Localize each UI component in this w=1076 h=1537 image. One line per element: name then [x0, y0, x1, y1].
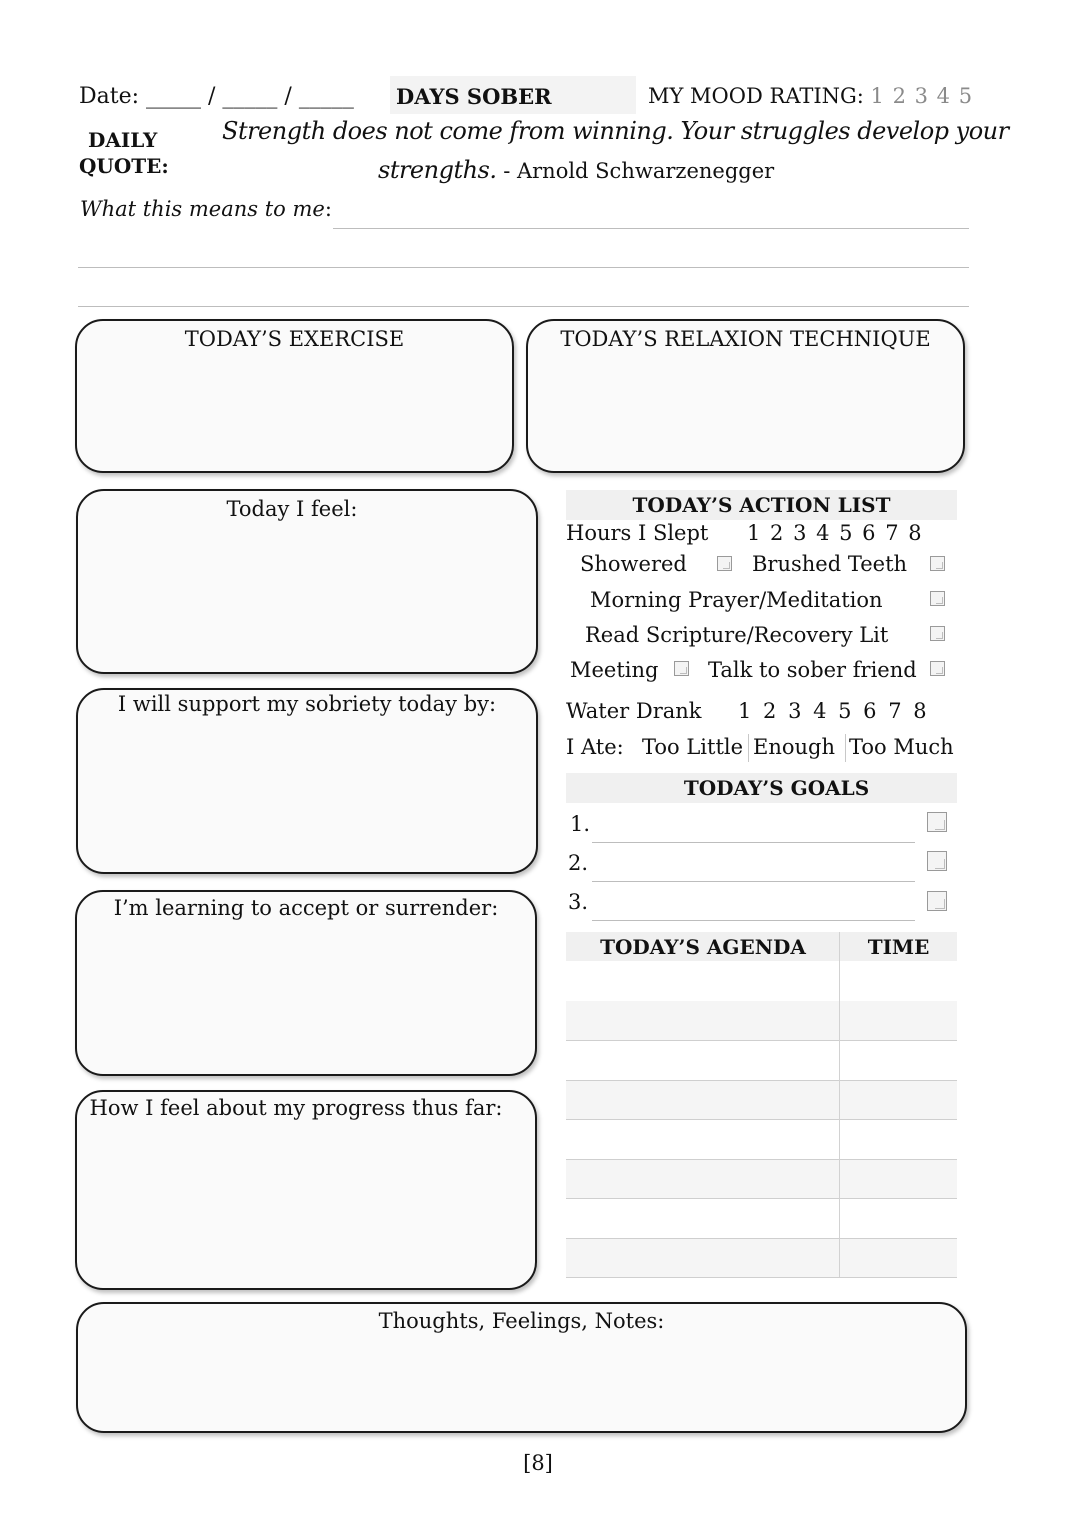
support-box[interactable] [76, 688, 538, 874]
meaning-label: What this means to me: [80, 197, 332, 221]
agenda-time-title: TIME [867, 935, 930, 959]
agenda-row[interactable] [566, 1199, 957, 1239]
meaning-line-3[interactable] [78, 306, 969, 307]
agenda-title: TODAY’S AGENDA [600, 935, 806, 959]
quote-label: QUOTE: [79, 154, 169, 178]
action-list-title: TODAY’S ACTION LIST [632, 493, 891, 517]
agenda-row[interactable] [566, 1001, 957, 1041]
progress-title: How I feel about my progress thus far: [89, 1096, 503, 1120]
hours-slept-label: Hours I Slept [566, 521, 709, 545]
date-label: Date: _____ / _____ / _____ [79, 84, 354, 109]
goal-2-line[interactable] [592, 881, 915, 882]
meaning-line-2[interactable] [78, 267, 969, 268]
progress-box[interactable] [75, 1090, 537, 1290]
goals-title: TODAY’S GOALS [683, 776, 870, 800]
ate-label: I Ate: [566, 735, 624, 759]
agenda-row[interactable] [566, 1120, 957, 1160]
mood-rating-label: MY MOOD RATING: 1 2 3 4 5 [648, 84, 974, 108]
agenda-row[interactable] [566, 961, 957, 1002]
ate-too-little[interactable]: Too Little [642, 735, 744, 759]
days-sober-label: DAYS SOBER [396, 84, 552, 109]
ate-divider-2 [845, 734, 846, 762]
meaning-line-1[interactable] [333, 228, 969, 229]
agenda-row[interactable] [566, 1239, 957, 1278]
goal-3-line[interactable] [592, 920, 915, 921]
talk-friend-label: Talk to sober friend [708, 658, 917, 682]
water-drank-label: Water Drank [566, 699, 702, 723]
showered-label: Showered [580, 552, 687, 576]
brushed-teeth-label: Brushed Teeth [752, 552, 908, 576]
goal-1-number: 1. [570, 812, 591, 836]
mood-scale: 1 2 3 4 5 [870, 84, 974, 108]
support-title: I will support my sobriety today by: [117, 692, 497, 716]
prayer-checkbox[interactable] [930, 591, 945, 606]
agenda-row[interactable] [566, 1160, 957, 1199]
daily-label: DAILY [88, 128, 158, 152]
quote-text-line2-part: strengths. [378, 156, 497, 184]
feel-title: Today I feel: [226, 497, 358, 521]
exercise-box[interactable] [75, 319, 514, 473]
scripture-label: Read Scripture/Recovery Lit [585, 623, 889, 647]
goal-3-number: 3. [568, 890, 589, 914]
notes-box[interactable] [76, 1302, 967, 1433]
talk-friend-checkbox[interactable] [930, 661, 945, 676]
showered-checkbox[interactable] [717, 556, 732, 571]
accept-title: I’m learning to accept or surrender: [113, 896, 499, 920]
hours-slept-scale[interactable]: 1 2 3 4 5 6 7 8 [747, 521, 922, 545]
prayer-label: Morning Prayer/Meditation [590, 588, 883, 612]
brushed-teeth-checkbox[interactable] [930, 556, 945, 571]
goal-1-checkbox[interactable] [927, 812, 947, 832]
relaxion-box[interactable] [526, 319, 965, 473]
notes-title: Thoughts, Feelings, Notes: [378, 1309, 665, 1333]
feel-box[interactable] [76, 489, 538, 674]
quote-text-line1: Strength does not come from winning. Your struggles develop your [222, 117, 1009, 145]
date-blanks: _____ / _____ / _____ [146, 84, 354, 109]
goal-2-number: 2. [568, 851, 589, 875]
relaxion-title: TODAY’S RELAXION TECHNIQUE [560, 327, 931, 351]
scripture-checkbox[interactable] [930, 626, 945, 641]
goal-3-checkbox[interactable] [927, 891, 947, 911]
exercise-title: TODAY’S EXERCISE [184, 327, 405, 351]
agenda-row[interactable] [566, 1081, 957, 1120]
water-drank-scale[interactable]: 1 2 3 4 5 6 7 8 [738, 699, 927, 723]
quote-text-line2 [378, 156, 774, 184]
accept-box[interactable] [75, 890, 537, 1076]
goal-1-line[interactable] [592, 842, 915, 843]
meeting-label: Meeting [570, 658, 659, 682]
page-number: [8] [523, 1451, 553, 1475]
quote-author: - Arnold Schwarzenegger [496, 159, 775, 183]
ate-divider-1 [748, 734, 749, 762]
agenda-row[interactable] [566, 1041, 957, 1081]
goal-2-checkbox[interactable] [927, 851, 947, 871]
meeting-checkbox[interactable] [674, 661, 689, 676]
ate-too-much[interactable]: Too Much [849, 735, 954, 759]
agenda-column-divider-overlay [839, 961, 840, 1277]
ate-enough[interactable]: Enough [753, 735, 835, 759]
